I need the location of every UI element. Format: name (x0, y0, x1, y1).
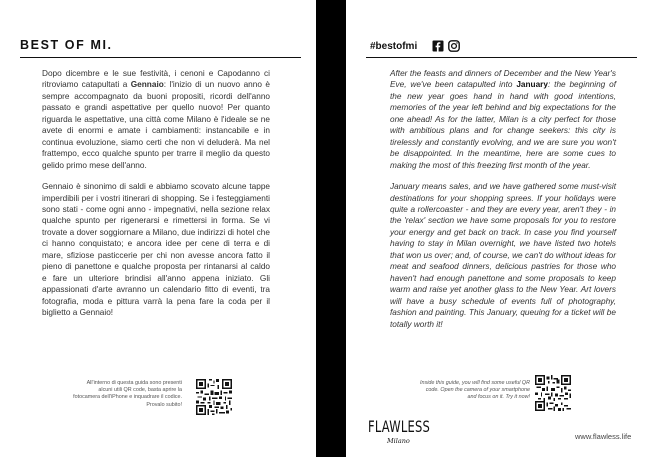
qr-code-icon[interactable] (535, 375, 571, 411)
instagram-icon[interactable] (448, 40, 460, 52)
title-divider (20, 57, 301, 58)
paragraph-it-1: Dopo dicembre e le sue festività, i cenoni e Capodanno ci ritroviamo catapultati a Gennaio: l'inizio di un nuovo anno è sempre accompagnato da buoni propositi, ricordi dell'anno passato e grandi aspettative per quello nuovo! Per quanto riguarda le aspettative, una città come Milano è l'ideale se ne avete di enormi e amate i cambiamenti: instancabile e in continua evoluzione, siamo certi che non vi deluderà. Ma nel frattempo, ecco qualche spunto per trarre il meglio da questo gelido primo mese dell'anno. (42, 69, 270, 170)
paragraph-en-2: January means sales, and we have gathered some must-visit destinations for your shopping sprees. If your holidays were quite a rollercoaster - and they are every year, aren't they - in the 'relax' section we have some proposals for you to restore your energy and get back on track. In case you find yourself having to stay in Milan overnight, we have listed two hotels that won us over; and, of course, we can't do without ideas for meat and seafood dinners, delicious pastries for those who haven't had enough panettone and some proposals to keep warm and raise yet another glass to the New Year. Art lovers will have a busy schedule of events full of photography, fashion and painting. This January, queuing for a ticket will be totally worth it! (390, 182, 616, 329)
paragraph-it-2: Gennaio è sinonimo di saldi e abbiamo scovato alcune tappe imperdibili per i vostri itinerari di shopping. Se i festeggiamenti sono stati - come ogni anno - impegnativi, nella sezione relax qualche spunto per rigenerarsi e rimettersi in forma. Se vi trovate a dover soggiornare a Milano, due indirizzi di hotel che ci hanno conquistato; e ancora idee per cene di terra e di mare, sfiziose pasticcerie per chi non avesse ancora fatto il pieno di panettone e qualche proposta per rintanarsi al caldo e fare un ulteriore brindisi all'anno appena iniziato. Gli appassionati d'arte avranno un calendario fitto di eventi, tra fotografia, moda e pittura varrà la pena fare la coda per il biglietto a Gennaio! (42, 182, 270, 318)
page-title: BEST OF MI. (20, 38, 113, 52)
header-divider (366, 57, 637, 58)
brand-logo: FLAWLESS (368, 417, 431, 436)
website-link[interactable]: www.flawless.life (575, 432, 632, 441)
qr-instructions-it: All'interno di questa guida sono presenti alcuni utili QR code, basta aprire la fotocamera dell'iPhone e inquadrare il codice. Provalo subito! (73, 380, 182, 408)
highlight-gennaio: Gennaio (130, 80, 164, 90)
italian-body-text (42, 68, 270, 329)
brand-logo-subtitle: Milano (387, 437, 410, 445)
qr-code-icon[interactable] (196, 379, 232, 415)
hashtag-label: #bestofmi (370, 41, 418, 52)
paragraph-en-1: After the feasts and dinners of December and the New Year's Eve, we've been catapulted into January: the beginning of the new year goes hand in hand with good intentions, memories of the year left behind and big expectations for the one ahead! As for the latter, Milan is a city perfect for those with ambitious plans and for change seekers: this city is tirelessly and constantly evolving, and we are sure you won't be disappointed. In the meantime, here are some cues to making the most of this freezing first month of the year. (390, 69, 616, 170)
qr-instructions-en: Inside this guide, you will find some useful QR code. Open the camera of your smartphone and focus on it. Try it now! (420, 380, 530, 401)
book-spine (316, 0, 346, 457)
facebook-icon[interactable] (432, 40, 444, 52)
highlight-january: January (516, 80, 548, 90)
english-body-text (390, 68, 616, 340)
